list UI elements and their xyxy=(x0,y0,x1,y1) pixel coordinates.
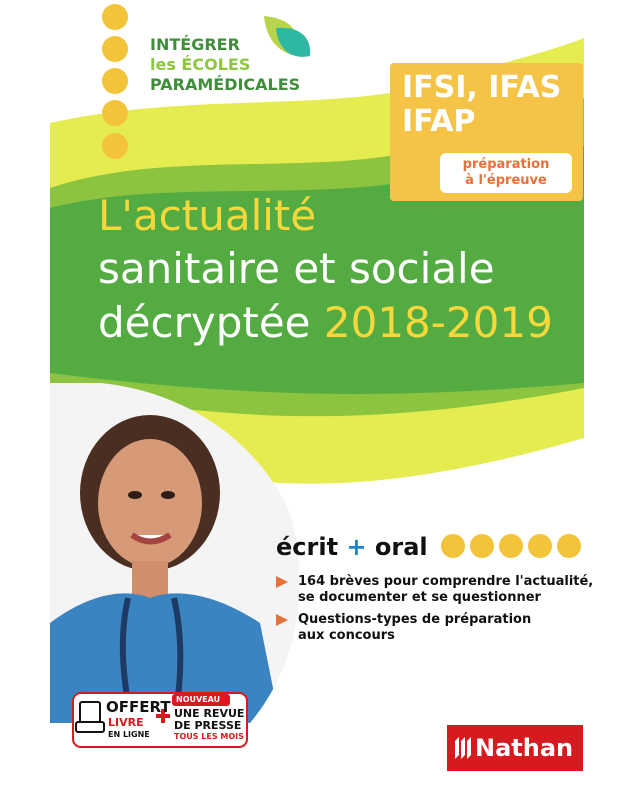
badge-subtitle-line-2: à l'épreuve xyxy=(465,173,547,188)
bullet-text-line-2: se documenter et se questionner xyxy=(298,590,541,605)
bullet-text-line-2: aux concours xyxy=(298,628,395,643)
title-line-1: L'actualité xyxy=(98,191,317,240)
bullet-text-line-1: 164 brèves pour comprendre l'actualité, xyxy=(298,574,594,589)
nurse-photo xyxy=(50,383,300,723)
bullet-arrow-icon xyxy=(276,576,288,588)
title-year: 2018-2019 xyxy=(323,298,553,347)
badge-title-line-2: IFAP xyxy=(402,104,476,139)
mode-oral: oral xyxy=(374,533,428,561)
decor-dot xyxy=(102,4,128,30)
offer-revue-line-1: UNE REVUE xyxy=(174,707,245,720)
mode-plus: + xyxy=(346,533,367,561)
book-title xyxy=(98,190,553,350)
badge-title xyxy=(402,71,561,139)
publisher-logo xyxy=(447,725,583,771)
badge-subtitle-line-1: préparation xyxy=(462,157,550,172)
rating-dots xyxy=(441,534,586,562)
decor-dot xyxy=(102,133,128,159)
rating-dot xyxy=(470,534,494,558)
exam-modes xyxy=(276,533,428,561)
offer-nouveau: NOUVEAU xyxy=(176,695,221,704)
offer-sticker xyxy=(72,692,248,748)
series-line-1: INTÉGRER xyxy=(150,35,240,54)
exam-badge xyxy=(390,63,583,201)
publisher-name: Nathan xyxy=(475,734,574,762)
decor-dot xyxy=(102,68,128,94)
rating-dot xyxy=(441,534,465,558)
mode-ecrit: écrit xyxy=(276,533,339,561)
rating-dot xyxy=(499,534,523,558)
series-line-2: les ÉCOLES xyxy=(150,55,251,74)
offer-en-ligne: EN LIGNE xyxy=(108,730,150,739)
bullet-item xyxy=(276,612,531,644)
badge-subtitle xyxy=(440,153,572,193)
series-line-3: PARAMÉDICALES xyxy=(150,75,301,94)
bullet-text-line-1: Questions-types de préparation xyxy=(298,612,532,627)
bullet-arrow-icon xyxy=(276,614,288,626)
decor-dot xyxy=(102,100,128,126)
nathan-mark-icon xyxy=(453,735,473,761)
series-logo-icon xyxy=(258,10,314,66)
badge-title-line-1: IFSI, IFAS xyxy=(402,70,562,105)
decor-dot xyxy=(102,36,128,62)
offer-tous-les-mois: TOUS LES MOIS xyxy=(174,732,244,741)
title-line-3-prefix: décryptée xyxy=(98,298,324,347)
offer-offert: OFFERT xyxy=(106,698,171,716)
bullet-item xyxy=(276,574,593,606)
rating-dot xyxy=(557,534,581,558)
rating-dot xyxy=(528,534,552,558)
offer-livre: LIVRE xyxy=(108,716,144,729)
title-line-2: sanitaire et sociale xyxy=(98,244,495,293)
offer-revue-line-2: DE PRESSE xyxy=(174,719,242,732)
title-line-3 xyxy=(98,296,553,350)
